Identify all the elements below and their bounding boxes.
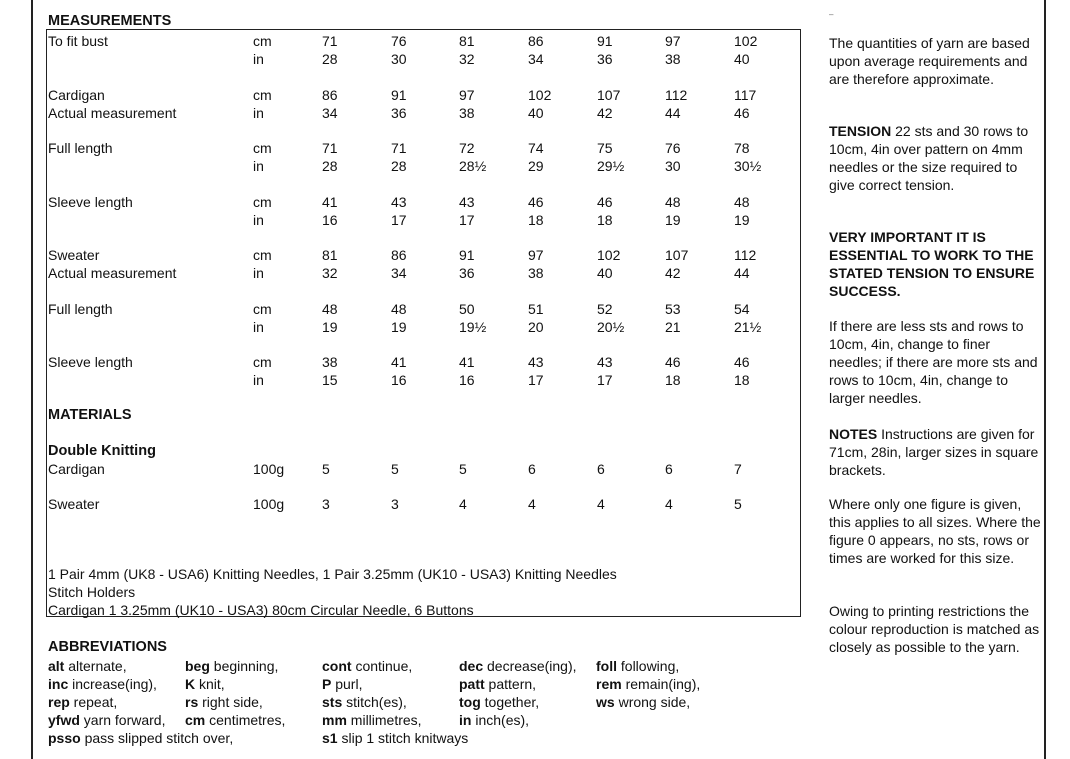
row-value: 50 [459, 301, 475, 317]
abbreviation-key: tog [459, 694, 481, 710]
row-value: 43 [528, 354, 544, 370]
abbreviation-item [48, 711, 165, 729]
abbreviation-definition: increase(ing), [68, 676, 157, 692]
row-value: 48 [391, 301, 407, 317]
tension-adjust-note: If there are less sts and rows to 10cm, 4in, change to finer needles; if there are more sts and rows to 10cm, 4in, change to larger needles. [829, 318, 1038, 406]
row-value: 107 [665, 247, 689, 263]
row-value: 52 [597, 301, 613, 317]
row-unit: cm [253, 247, 272, 263]
row-value: 30½ [734, 158, 762, 174]
row-value: 97 [528, 247, 544, 263]
abbreviation-key: in [459, 712, 472, 728]
row-value: 30 [665, 158, 681, 174]
abbreviation-item [48, 693, 117, 711]
row-value: 30 [391, 51, 407, 67]
row-value: 76 [665, 140, 681, 156]
row-value: 34 [391, 265, 407, 281]
row-value: 17 [459, 212, 475, 228]
circular-needle-line: Cardigan 1 3.25mm (UK10 - USA3) 80cm Circular Needle, 6 Buttons [48, 602, 474, 618]
abbreviation-key: yfwd [48, 712, 80, 728]
row-value: 7 [734, 461, 742, 477]
row-value: 18 [597, 212, 613, 228]
abbreviation-definition: centimetres, [205, 712, 286, 728]
row-value: 36 [597, 51, 613, 67]
row-value: 4 [528, 496, 536, 512]
row-value: 38 [665, 51, 681, 67]
row-value: 46 [597, 194, 613, 210]
row-value: 16 [459, 372, 475, 388]
abbreviation-key: ws [596, 694, 615, 710]
row-value: 41 [459, 354, 475, 370]
abbreviation-item [185, 693, 263, 711]
row-label: Sweater [48, 247, 100, 263]
row-value: 3 [391, 496, 399, 512]
row-value: 86 [528, 33, 544, 49]
row-unit: in [253, 212, 264, 228]
row-value: 46 [665, 354, 681, 370]
row-value: 112 [665, 87, 688, 103]
row-value: 43 [391, 194, 407, 210]
row-value: 20 [528, 319, 544, 335]
row-unit: in [253, 105, 264, 121]
abbreviation-item [322, 675, 362, 693]
row-value: 86 [391, 247, 407, 263]
row-value: 117 [734, 87, 757, 103]
abbreviation-definition: millimetres, [346, 712, 422, 728]
abbreviation-item [185, 711, 285, 729]
row-value: 40 [528, 105, 544, 121]
abbreviation-definition: wrong side, [614, 694, 691, 710]
abbreviation-definition: together, [480, 694, 540, 710]
abbreviation-key: dec [459, 658, 484, 674]
row-value: 38 [528, 265, 544, 281]
row-value: 17 [597, 372, 613, 388]
row-unit: cm [253, 33, 272, 49]
abbreviation-definition: pattern, [484, 676, 537, 692]
printing-note: Owing to printing restrictions the colour reproduction is matched as closely as possible to the yarn. [829, 603, 1040, 655]
row-label: To fit bust [48, 33, 108, 49]
row-value: 28½ [459, 158, 487, 174]
row-value: 5 [734, 496, 742, 512]
row-value: 102 [528, 87, 552, 103]
row-unit: cm [253, 194, 272, 210]
tension-text: 22 sts and 30 rows to 10cm, 4in over pattern on 4mm needles or the size required to give correct tension. [829, 123, 1029, 193]
row-value: 6 [665, 461, 673, 477]
abbreviation-key: cont [322, 658, 352, 674]
row-value: 97 [459, 87, 475, 103]
page-right-border [1044, 0, 1046, 759]
row-value: 102 [597, 247, 621, 263]
row-value: 19 [322, 319, 338, 335]
stitch-holders-line: Stitch Holders [48, 584, 136, 600]
abbreviation-key: rs [185, 694, 199, 710]
abbreviation-key: alt [48, 658, 65, 674]
abbreviations-heading: ABBREVIATIONS [48, 639, 167, 655]
row-value: 54 [734, 301, 750, 317]
row-value: 44 [734, 265, 750, 281]
abbreviation-item [322, 693, 407, 711]
row-value: 4 [597, 496, 605, 512]
row-label: Cardigan [48, 461, 105, 477]
row-value: 48 [734, 194, 750, 210]
row-value: 43 [597, 354, 613, 370]
row-value: 18 [734, 372, 750, 388]
row-unit: cm [253, 140, 272, 156]
row-value: 40 [597, 265, 613, 281]
abbreviation-definition: purl, [331, 676, 363, 692]
row-label: Cardigan [48, 87, 105, 103]
row-value: 48 [322, 301, 338, 317]
abbreviation-key: foll [596, 658, 617, 674]
row-value: 15 [322, 372, 338, 388]
row-value: 81 [322, 247, 338, 263]
abbreviation-definition: continue, [351, 658, 413, 674]
row-value: 71 [322, 33, 338, 49]
page-left-border [31, 0, 33, 759]
row-value: 3 [322, 496, 330, 512]
row-value: 46 [734, 105, 750, 121]
row-value: 38 [322, 354, 338, 370]
abbreviation-key: inc [48, 676, 69, 692]
row-unit: cm [253, 354, 272, 370]
abbreviation-item [185, 675, 225, 693]
row-value: 21½ [734, 319, 762, 335]
row-unit: in [253, 158, 264, 174]
row-value: 6 [528, 461, 536, 477]
needles-line: 1 Pair 4mm (UK8 - USA6) Knitting Needles, 1 Pair 3.25mm (UK10 - USA3) Knitting Needles [48, 566, 617, 582]
abbreviation-definition: decrease(ing), [483, 658, 577, 674]
abbreviation-item [185, 657, 278, 675]
abbreviation-item [596, 675, 700, 693]
row-value: 34 [528, 51, 544, 67]
row-label: Full length [48, 140, 113, 156]
abbreviation-definition: stitch(es), [342, 694, 407, 710]
row-value: 78 [734, 140, 750, 156]
important-note: VERY IMPORTANT IT IS ESSENTIAL TO WORK TO THE STATED TENSION TO ENSURE SUCCESS. [829, 229, 1035, 299]
row-value: 4 [665, 496, 673, 512]
row-value: 81 [459, 33, 475, 49]
row-unit: cm [253, 87, 272, 103]
row-value: 19 [665, 212, 681, 228]
abbreviation-key: rem [596, 676, 622, 692]
notes-text: Instructions are given for 71cm, 28in, larger sizes in square brackets. [829, 426, 1039, 478]
notes-label: NOTES [829, 426, 878, 442]
row-value: 4 [459, 496, 467, 512]
row-value: 38 [459, 105, 475, 121]
row-value: 71 [322, 140, 338, 156]
row-value: 19½ [459, 319, 487, 335]
row-value: 48 [665, 194, 681, 210]
abbreviation-definition: remain(ing), [621, 676, 701, 692]
abbreviation-item [48, 657, 127, 675]
row-value: 20½ [597, 319, 625, 335]
row-unit: in [253, 265, 264, 281]
row-value: 51 [528, 301, 544, 317]
abbreviation-item [596, 693, 690, 711]
abbreviation-item [459, 657, 577, 675]
row-value: 42 [665, 265, 681, 281]
row-value: 91 [459, 247, 475, 263]
materials-heading: MATERIALS [48, 407, 132, 423]
abbreviation-definition: knit, [195, 676, 225, 692]
abbreviation-definition: repeat, [69, 694, 118, 710]
abbreviation-item [459, 675, 536, 693]
row-value: 28 [322, 51, 338, 67]
row-value: 44 [665, 105, 681, 121]
abbreviation-key: mm [322, 712, 347, 728]
row-value: 28 [391, 158, 407, 174]
row-value: 16 [322, 212, 338, 228]
row-value: 6 [597, 461, 605, 477]
row-value: 36 [391, 105, 407, 121]
row-label: Full length [48, 301, 113, 317]
row-value: 76 [391, 33, 407, 49]
row-value: 34 [322, 105, 338, 121]
abbreviation-key: psso [48, 730, 81, 746]
tension-label: TENSION [829, 123, 892, 139]
row-value: 41 [391, 354, 407, 370]
yarn-quantities-note: The quantities of yarn are based upon average requirements and are therefore approximate. [829, 35, 1030, 87]
row-value: 42 [597, 105, 613, 121]
abbreviation-definition: inch(es), [471, 712, 530, 728]
row-label: Actual measurement [48, 265, 177, 281]
row-value: 19 [734, 212, 750, 228]
one-figure-note: Where only one figure is given, this applies to all sizes. Where the figure 0 appears, no sts, rows or times are worked for this size. [829, 496, 1041, 566]
abbreviation-item [48, 729, 233, 747]
row-value: 36 [459, 265, 475, 281]
abbreviation-item [596, 657, 679, 675]
abbreviation-item [322, 729, 468, 747]
row-unit: cm [253, 301, 272, 317]
abbreviation-definition: following, [617, 658, 680, 674]
abbreviation-key: beg [185, 658, 210, 674]
row-value: 32 [322, 265, 338, 281]
row-label: Sweater [48, 496, 100, 512]
row-value: 40 [734, 51, 750, 67]
measurements-heading: MEASUREMENTS [48, 13, 172, 29]
row-label: Actual measurement [48, 105, 177, 121]
margin-tick: – [829, 10, 834, 19]
row-value: 97 [665, 33, 681, 49]
row-value: 71 [391, 140, 407, 156]
row-value: 112 [734, 247, 757, 263]
row-value: 72 [459, 140, 475, 156]
abbreviation-definition: right side, [198, 694, 263, 710]
abbreviation-item [48, 675, 157, 693]
abbreviation-key: s1 [322, 730, 338, 746]
notes-note [829, 425, 1041, 479]
row-value: 74 [528, 140, 544, 156]
row-value: 5 [391, 461, 399, 477]
row-value: 46 [734, 354, 750, 370]
abbreviation-key: P [322, 676, 332, 692]
abbreviation-key: K [185, 676, 196, 692]
row-unit: in [253, 319, 264, 335]
row-value: 86 [322, 87, 338, 103]
abbreviation-definition: pass slipped stitch over, [80, 730, 234, 746]
abbreviation-item [459, 711, 529, 729]
abbreviation-definition: beginning, [209, 658, 279, 674]
row-value: 41 [322, 194, 338, 210]
row-value: 75 [597, 140, 613, 156]
row-value: 46 [528, 194, 544, 210]
row-value: 29 [528, 158, 544, 174]
abbreviation-key: patt [459, 676, 485, 692]
row-value: 107 [597, 87, 621, 103]
row-value: 91 [597, 33, 613, 49]
abbreviation-item [322, 711, 422, 729]
row-value: 91 [391, 87, 407, 103]
row-value: 17 [391, 212, 407, 228]
row-value: 5 [459, 461, 467, 477]
yarn-type: Double Knitting [48, 443, 156, 459]
row-value: 53 [665, 301, 681, 317]
row-value: 102 [734, 33, 758, 49]
row-value: 17 [528, 372, 544, 388]
abbreviation-item [322, 657, 412, 675]
abbreviation-key: cm [185, 712, 206, 728]
row-value: 29½ [597, 158, 625, 174]
abbreviation-definition: slip 1 stitch knitways [337, 730, 469, 746]
tension-note [829, 122, 1041, 194]
abbreviation-item [459, 693, 539, 711]
abbreviation-key: rep [48, 694, 70, 710]
row-label: Sleeve length [48, 194, 133, 210]
row-value: 5 [322, 461, 330, 477]
row-unit: 100g [253, 496, 285, 512]
row-value: 18 [665, 372, 681, 388]
row-value: 32 [459, 51, 475, 67]
row-value: 28 [322, 158, 338, 174]
row-unit: 100g [253, 461, 285, 477]
abbreviation-key: sts [322, 694, 343, 710]
abbreviation-definition: alternate, [64, 658, 127, 674]
row-value: 16 [391, 372, 407, 388]
row-unit: in [253, 51, 264, 67]
row-unit: in [253, 372, 264, 388]
row-label: Sleeve length [48, 354, 133, 370]
row-value: 21 [665, 319, 681, 335]
row-value: 43 [459, 194, 475, 210]
abbreviation-definition: yarn forward, [79, 712, 166, 728]
row-value: 19 [391, 319, 407, 335]
row-value: 18 [528, 212, 544, 228]
